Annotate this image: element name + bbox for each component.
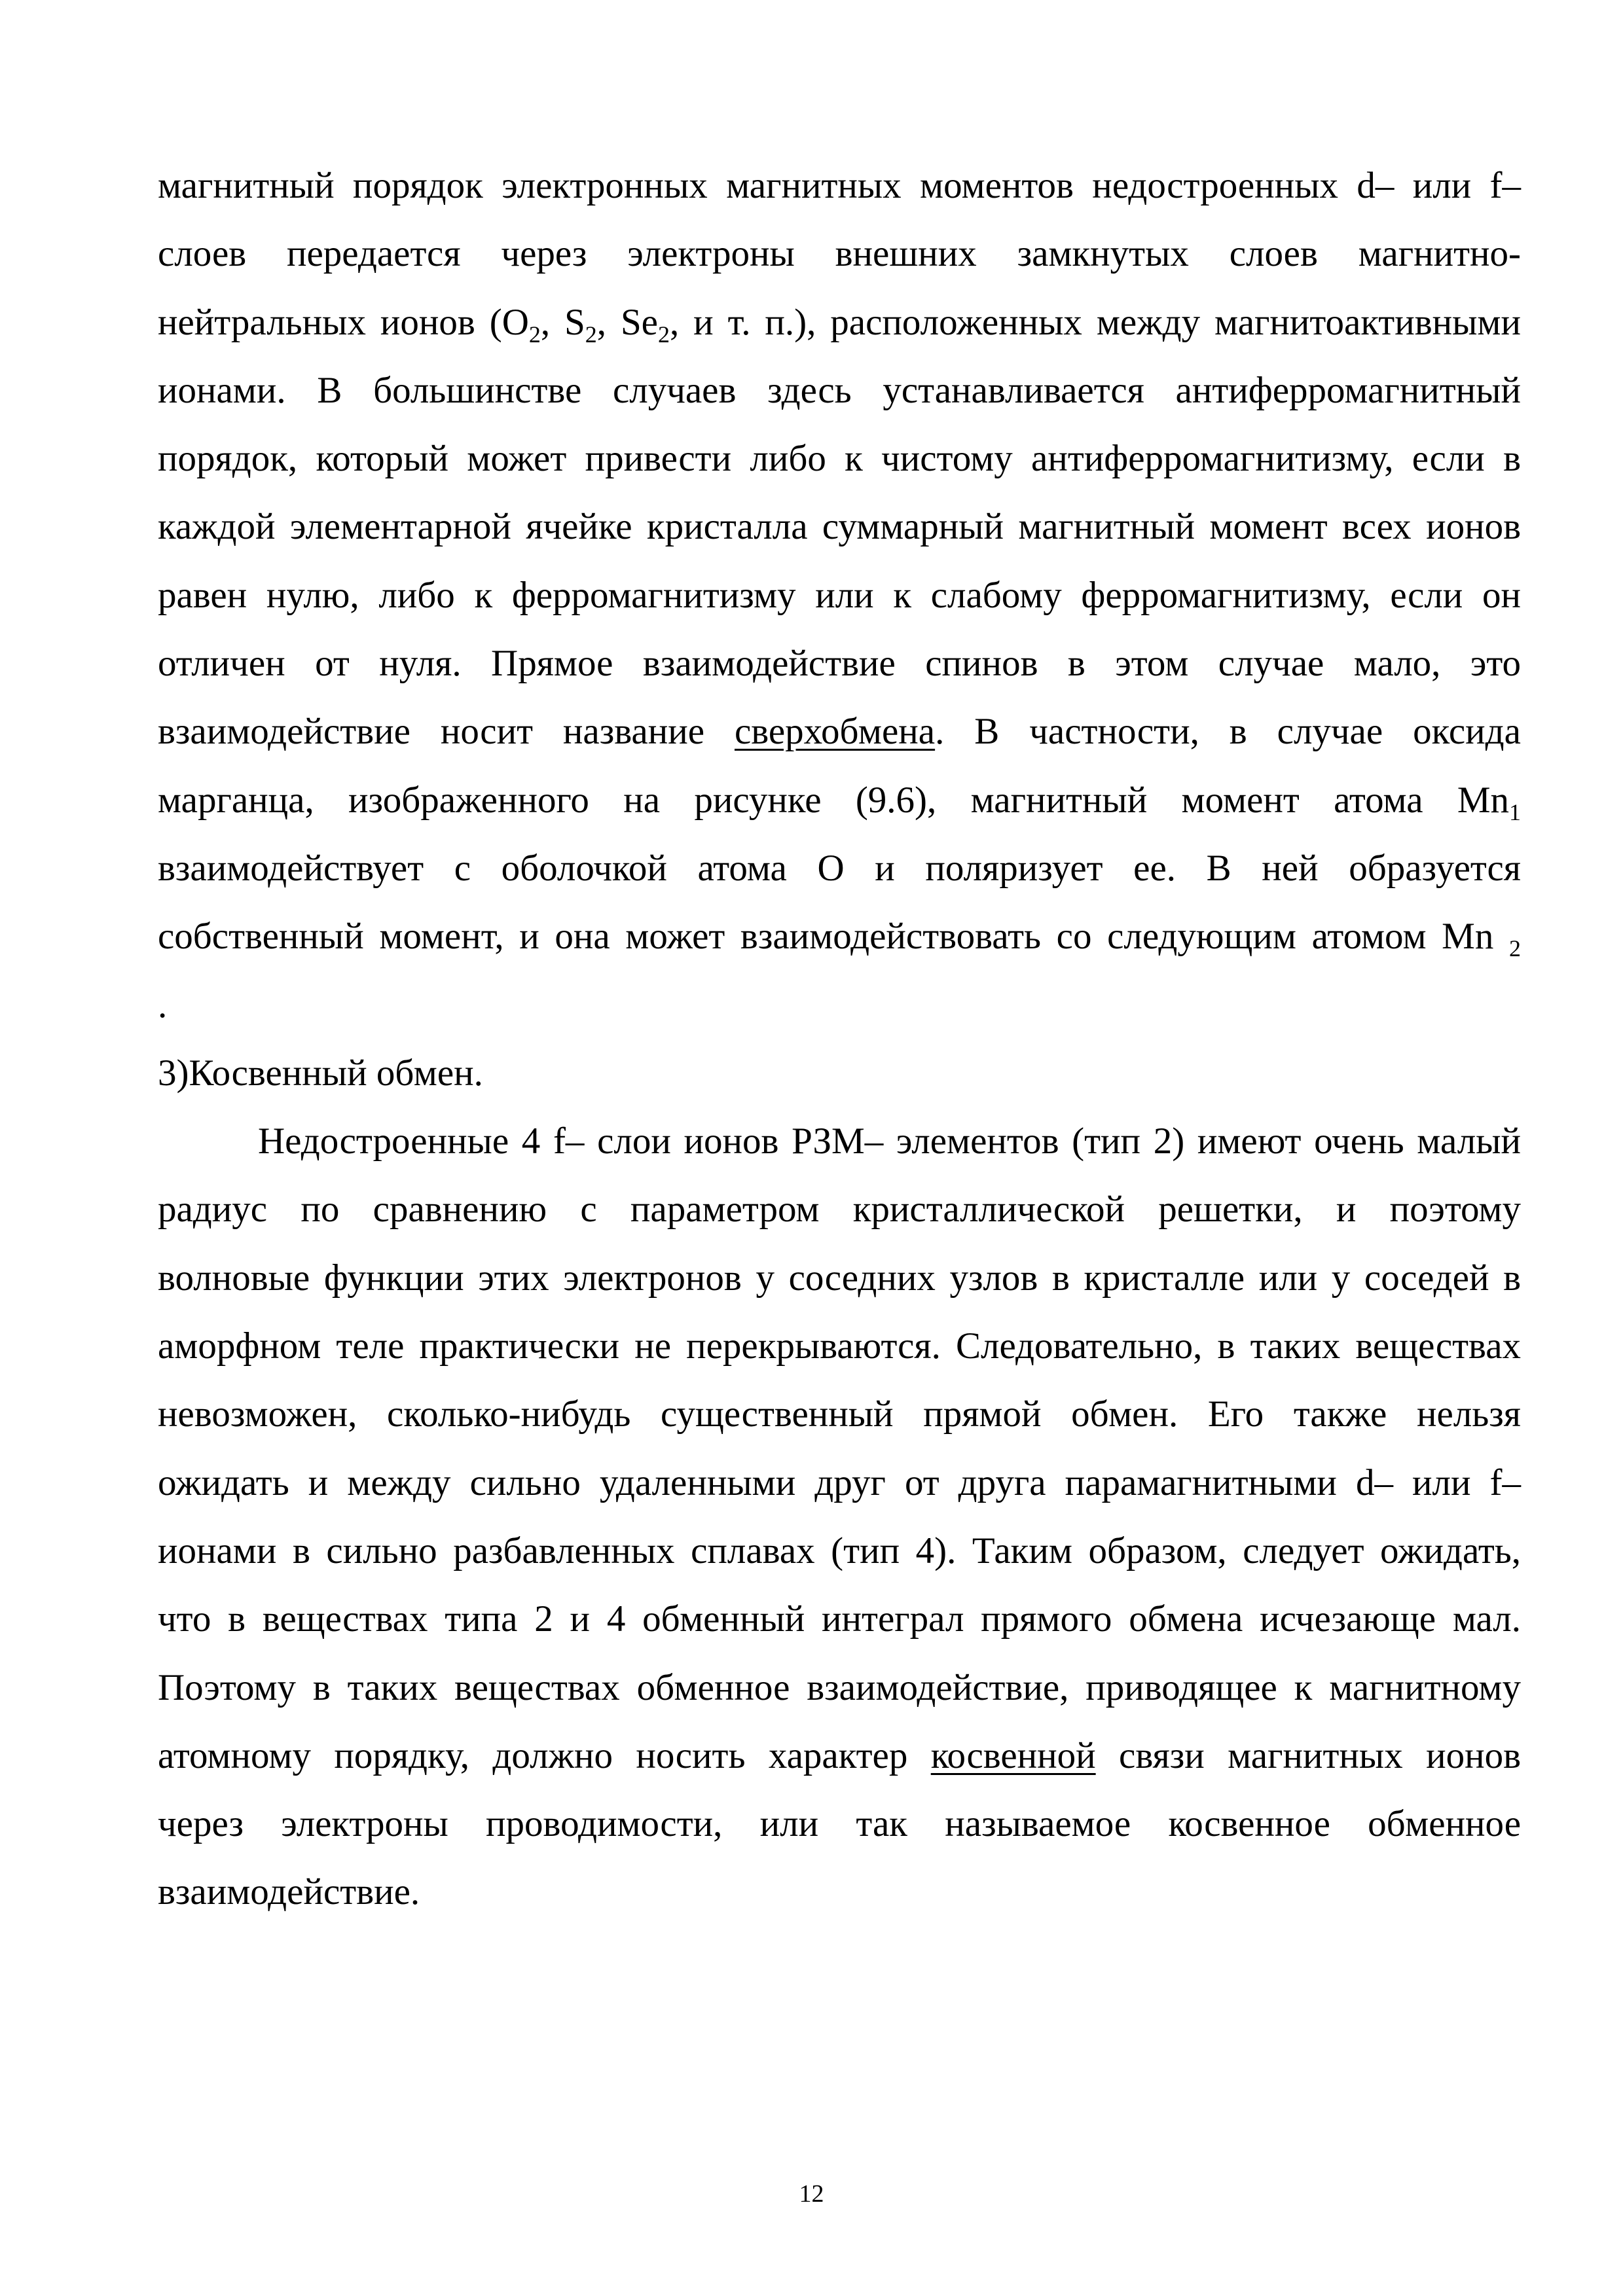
subscript: 1 <box>1509 798 1521 825</box>
text-segment: связи магнитных ионов <box>1095 1734 1521 1776</box>
text-line <box>158 766 1521 834</box>
text-segment: каждой элементарной ячейке кристалла суммарный магнитный момент всех ионов <box>158 506 1521 548</box>
text-line <box>158 1858 1521 1926</box>
text-segment: магнитный порядок электронных магнитных моментов недостроенных d– или f– <box>158 165 1521 206</box>
text-segment: Недостроенные 4 f– слои ионов РЗМ– элементов (тип 2) имеют очень малый <box>258 1121 1521 1162</box>
text-segment: аморфном теле практически не перекрываются. Следовательно, в таких веществах <box>158 1325 1521 1367</box>
text-segment: ионами. В большинстве случаев здесь устанавливается антиферромагнитный <box>158 369 1521 411</box>
text-line <box>158 834 1521 903</box>
text-segment: взаимодействует с оболочкой атома O и поляризует ее. В ней образуется <box>158 847 1521 889</box>
text-line <box>158 971 1521 1039</box>
text-segment: радиус по сравнению с параметром кристаллической решетки, и поэтому <box>158 1189 1521 1230</box>
text-segment: . <box>158 984 168 1026</box>
text-line <box>158 1107 1521 1175</box>
text-line <box>158 903 1521 971</box>
text-segment: порядок, который может привести либо к чистому антиферромагнитизму, если в <box>158 438 1521 480</box>
text-segment: невозможен, сколько-нибудь существенный прямой обмен. Его также нельзя <box>158 1393 1521 1435</box>
text-line <box>158 1312 1521 1380</box>
text-line <box>158 630 1521 698</box>
text-segment: через электроны проводимости, или так называемое косвенное обменное <box>158 1803 1521 1845</box>
text-line <box>158 425 1521 493</box>
text-segment: атомному порядку, должно носить характер <box>158 1734 931 1776</box>
text-line <box>158 289 1521 357</box>
text-segment: взаимодействие. <box>158 1871 420 1913</box>
text-line <box>158 562 1521 630</box>
text-segment: отличен от нуля. Прямое взаимодействие спинов в этом случае мало, это <box>158 643 1521 685</box>
subscript: 2 <box>585 321 597 348</box>
text-segment: волновые функции этих электронов у соседних узлов в кристалле или у соседей в <box>158 1257 1521 1299</box>
text-segment: ожидать и между сильно удаленными друг от друга парамагнитными d– или f– <box>158 1462 1521 1503</box>
subscript: 2 <box>1509 935 1521 962</box>
subscript: 2 <box>657 321 670 348</box>
text-line <box>158 1585 1521 1653</box>
subscript: 2 <box>528 321 541 348</box>
text-line <box>158 1722 1521 1790</box>
page-number: 12 <box>799 2180 824 2208</box>
text-line <box>158 1380 1521 1448</box>
text-line <box>158 1039 1521 1107</box>
body-text <box>158 152 1521 1927</box>
text-segment: марганца, изображенного на рисунке (9.6), магнитный момент атома Mn <box>158 779 1509 821</box>
text-segment: , и т. п.), расположенных между магнитоактивными <box>669 301 1522 343</box>
text-line <box>158 1654 1521 1722</box>
text-segment: слоев передается через электроны внешних замкнутых слоев магнитно- <box>158 233 1521 275</box>
text-line <box>158 152 1521 220</box>
underlined-term: сверхобмена <box>734 711 936 753</box>
text-line <box>158 220 1521 288</box>
text-segment: нейтральных ионов (O <box>158 301 529 343</box>
text-line <box>158 357 1521 425</box>
text-line <box>158 1449 1521 1517</box>
text-segment: . В частности, в случае оксида <box>935 711 1521 753</box>
text-segment: ионами в сильно разбавленных сплавах (тип 4). Таким образом, следует ожидать, <box>158 1530 1521 1571</box>
text-segment: равен нулю, либо к ферромагнитизму или к слабому ферромагнитизму, если он <box>158 574 1521 616</box>
text-segment: собственный момент, и она может взаимодействовать со следующим атомом Mn <box>158 916 1509 958</box>
text-line <box>158 493 1521 561</box>
underlined-term: косвенной <box>930 1734 1096 1776</box>
text-segment: Поэтому в таких веществах обменное взаимодействие, приводящее к магнитному <box>158 1666 1521 1708</box>
text-line <box>158 1175 1521 1244</box>
text-line <box>158 1244 1521 1312</box>
text-segment: , Se <box>596 301 658 343</box>
text-segment: взаимодействие носит название <box>158 711 735 753</box>
text-segment: , S <box>540 301 585 343</box>
text-line <box>158 1517 1521 1585</box>
text-line <box>158 698 1521 766</box>
text-line <box>158 1790 1521 1858</box>
text-segment: что в веществах типа 2 и 4 обменный интеграл прямого обмена исчезающе мал. <box>158 1598 1521 1640</box>
text-segment: 3)Косвенный обмен. <box>158 1052 483 1094</box>
